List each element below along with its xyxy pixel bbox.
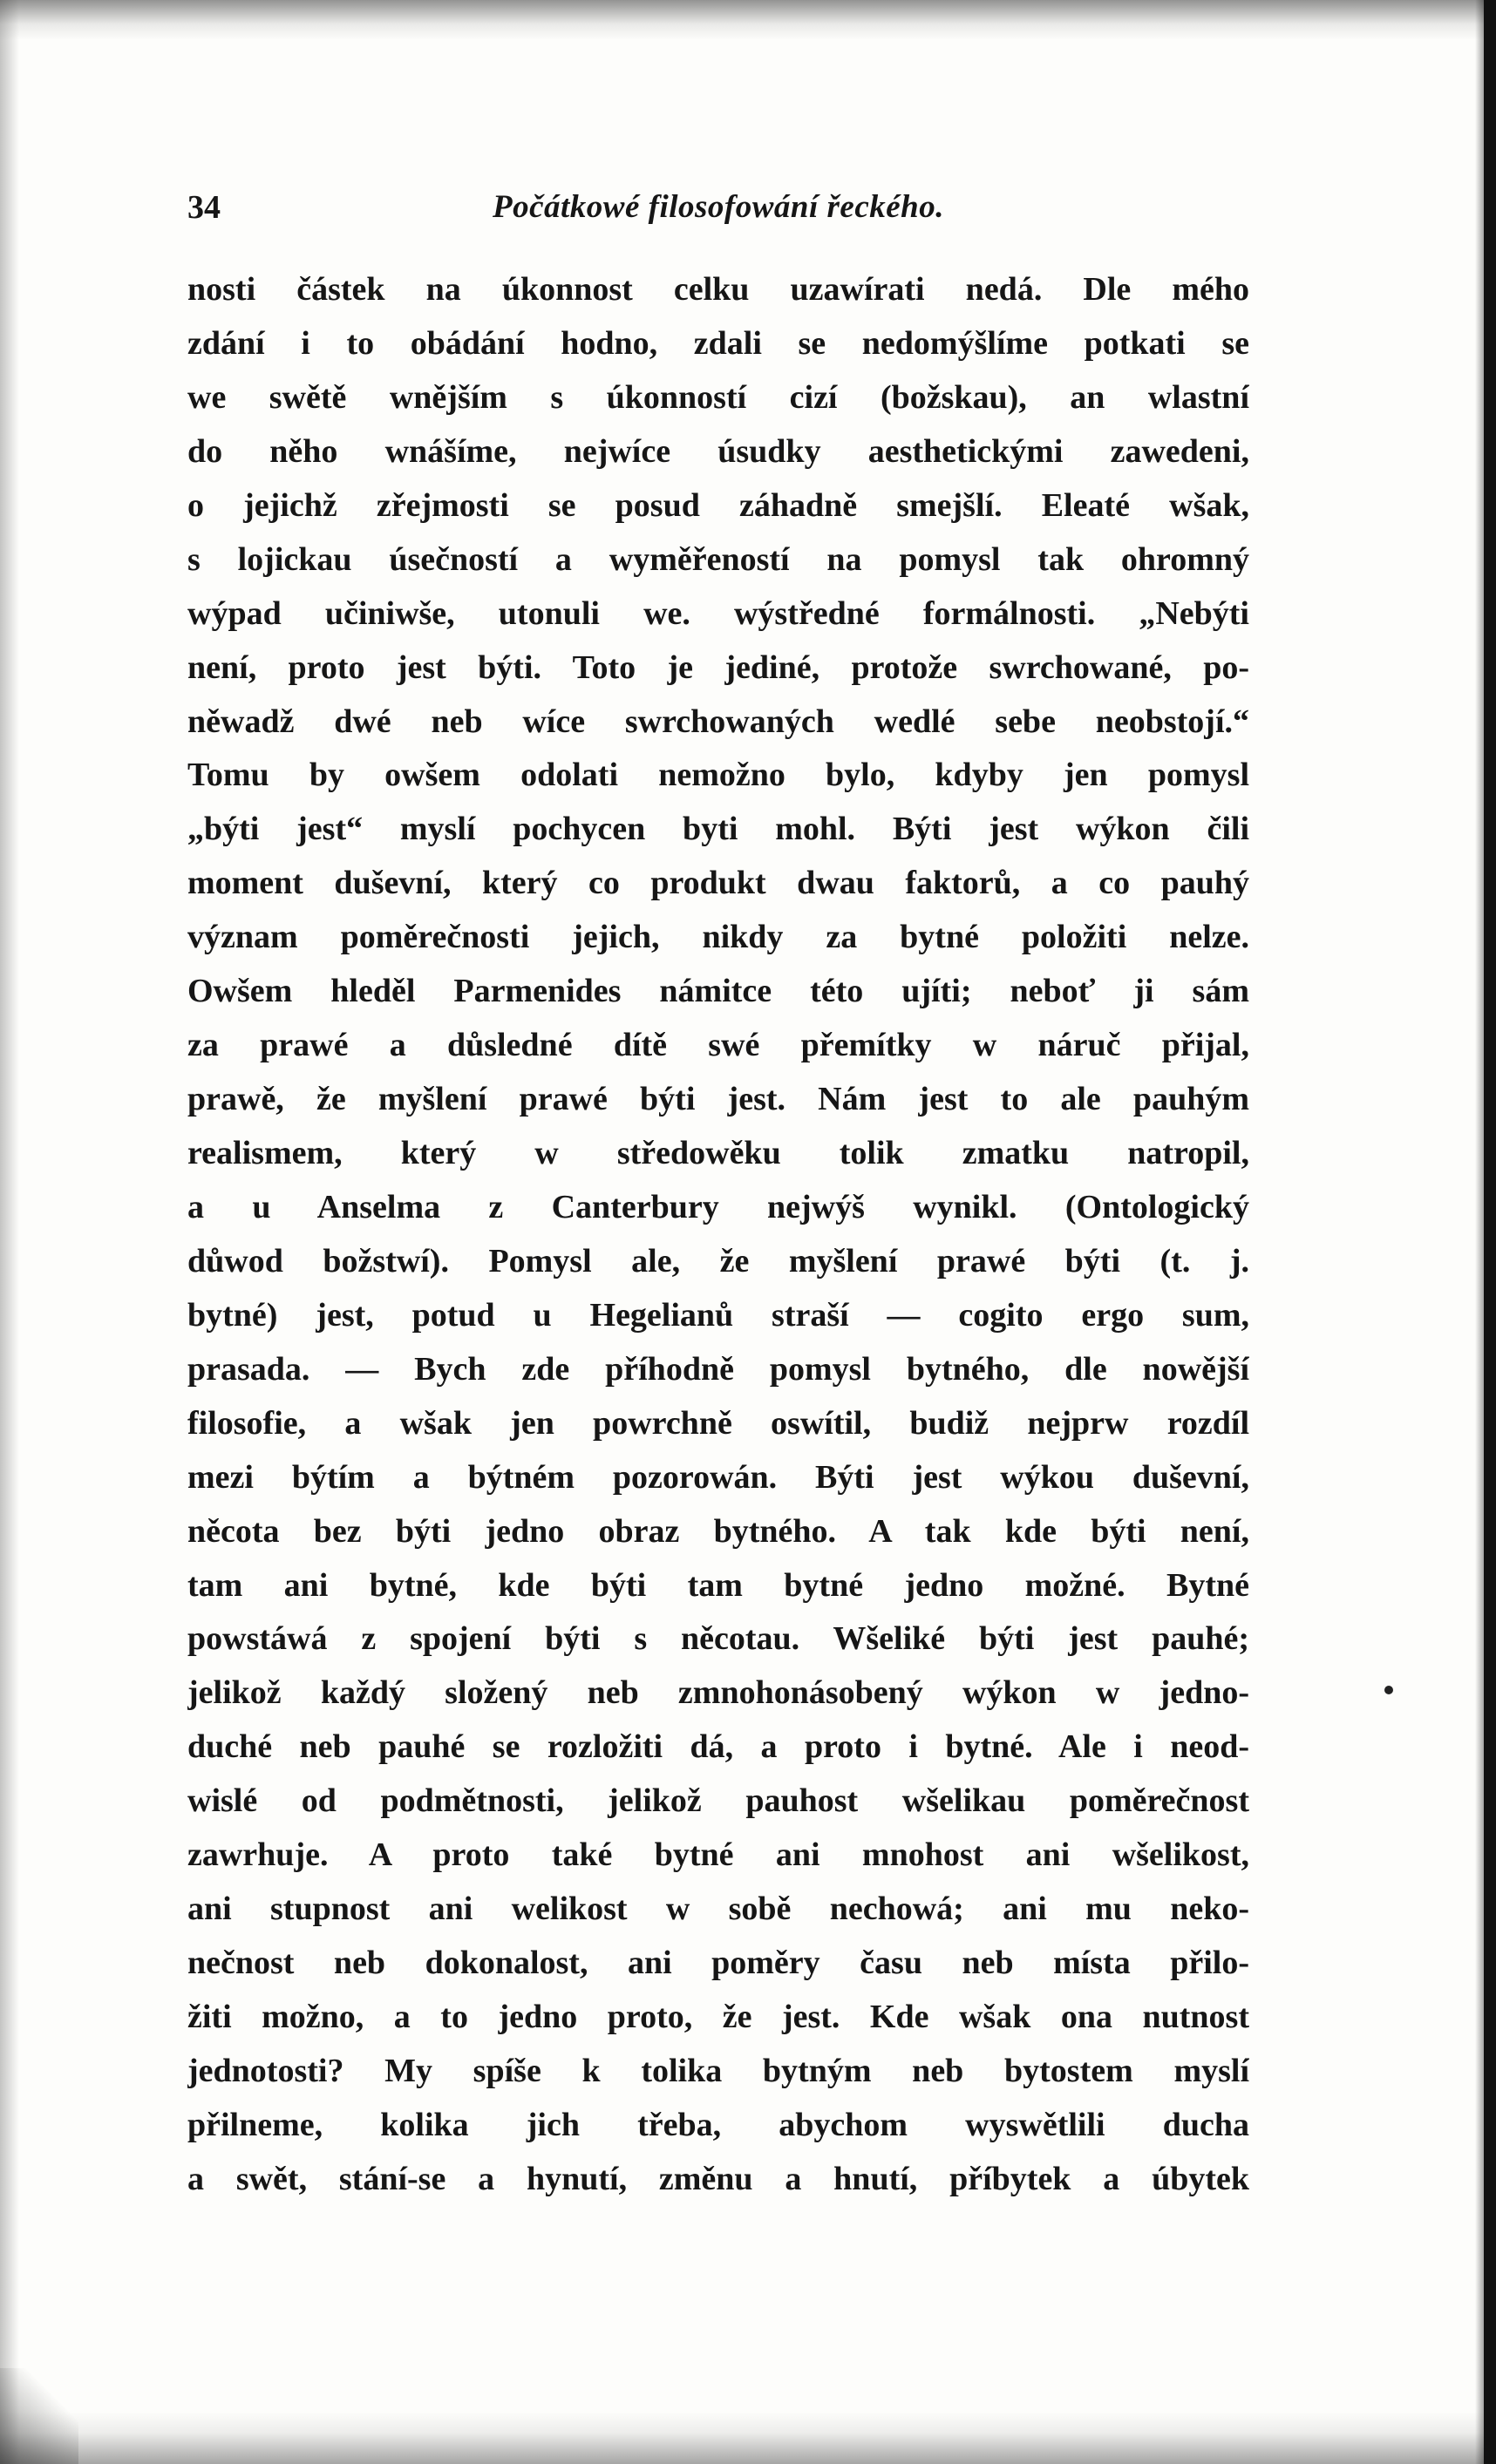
text-line: prawě, že myšlení prawé býti jest. Nám jest to ale pauhým [187,1081,1249,1118]
text-line: wislé od podmětnosti, jelikož pauhost wšelikau poměrečnost [187,1782,1249,1820]
text-line: do něho wnášíme, nejwíce úsudky aesthetickými zawedeni, [187,432,1249,470]
text-line: není, proto jest býti. Toto je jediné, protože swrchowané, po- [187,648,1249,686]
text-line: bytné) jest, potud u Hegelianů straší — cogito ergo sum, [187,1296,1249,1334]
text-line: powstáwá z spojení býti s něcotau. Wšeliké býti jest pauhé; [187,1620,1249,1658]
scan-shadow-left [0,0,19,2464]
text-line: wýpad učiniwše, utonuli we. wýstředné formálnosti. „Nebýti [187,594,1249,632]
page-number: 34 [187,189,221,226]
scan-shadow-top [0,0,1496,40]
text-line: Owšem hleděl Parmenides námitce této ujíti; neboť ji sám [187,973,1249,1010]
text-line: nosti částek na úkonnost celku uzawírati nedá. Dle mého [187,271,1249,308]
text-line: duché neb pauhé se rozložiti dá, a proto i bytné. Ale i neod- [187,1728,1249,1766]
text-line: a u Anselma z Canterbury nejwýš wynikl. (Ontologický [187,1188,1249,1225]
ink-spot [1384,1686,1393,1694]
text-line: zawrhuje. A proto také bytné ani mnohost ani wšelikost, [187,1836,1249,1874]
text-line: něcota bez býti jedno obraz bytného. A tak kde býti není, [187,1512,1249,1550]
text-line: filosofie, a wšak jen powrchně oswítil, budiž nejprw rozdíl [187,1404,1249,1442]
text-line: jednotosti? My spíše k tolika bytným neb bytostem myslí [187,2052,1249,2089]
text-line: a swět, stání-se a hynutí, změnu a hnutí, příbytek a úbytek [187,2160,1249,2197]
text-line: zdání i to obádání hodno, zdali se nedomýšlíme potkati se [187,324,1249,362]
body-text [187,263,1249,2207]
text-line: tam ani bytné, kde býti tam bytné jedno možné. Bytné [187,1566,1249,1604]
text-line: význam poměrečnosti jejich, nikdy za bytné položiti nelze. [187,919,1249,956]
text-line: přilneme, kolika jich třeba, abychom wyswětlili ducha [187,2106,1249,2143]
text-line: za prawé a důsledné dítě swé přemítky w náruč přijal, [187,1027,1249,1064]
page-header [187,183,1249,235]
scan-border-right [1484,0,1496,2464]
scan-corner-shadow [0,2368,78,2464]
text-line: s lojickau úsečností a wyměřeností na pomysl tak ohromný [187,540,1249,578]
text-line: žiti možno, a to jedno proto, že jest. Kde wšak ona nutnost [187,1999,1249,2035]
text-line: mezi býtím a býtném pozorowán. Býti jest wýkou duševní, [187,1458,1249,1496]
text-line: jelikož každý složený neb zmnohonásobený wýkon w jedno- [187,1674,1249,1712]
text-line: realismem, který w středowěku tolik zmatku natropil, [187,1135,1249,1171]
scan-shadow-right [1475,0,1484,2464]
text-line: něwadž dwé neb wíce swrchowaných wedlé sebe neobstojí.“ [187,703,1249,740]
text-line: nečnost neb dokonalost, ani poměry času neb místa přilo- [187,1945,1249,1982]
scan-shadow-bottom [0,2412,1496,2464]
text-line: o jejichž zřejmosti se posud záhadně smejšlí. Eleaté wšak, [187,486,1249,524]
running-title: Počátkowé filosofowání řeckého. [492,189,945,225]
text-line: Tomu by owšem odolati nemožno bylo, kdyby jen pomysl [187,757,1249,794]
text-line: moment duševní, který co produkt dwau faktorů, a co pauhý [187,865,1249,902]
text-line: we swětě wnějším s úkonností cizí (božskau), an wlastní [187,378,1249,416]
text-line: ani stupnost ani welikost w sobě nechowá; ani mu neko- [187,1890,1249,1928]
text-line: „býti jest“ myslí pochycen byti mohl. Býti jest wýkon čili [187,811,1249,848]
text-line: důwod božstwí). Pomysl ale, že myšlení prawé býti (t. j. [187,1242,1249,1280]
text-line: prasada. — Bych zde příhodně pomysl bytného, dle nowější [187,1350,1249,1388]
